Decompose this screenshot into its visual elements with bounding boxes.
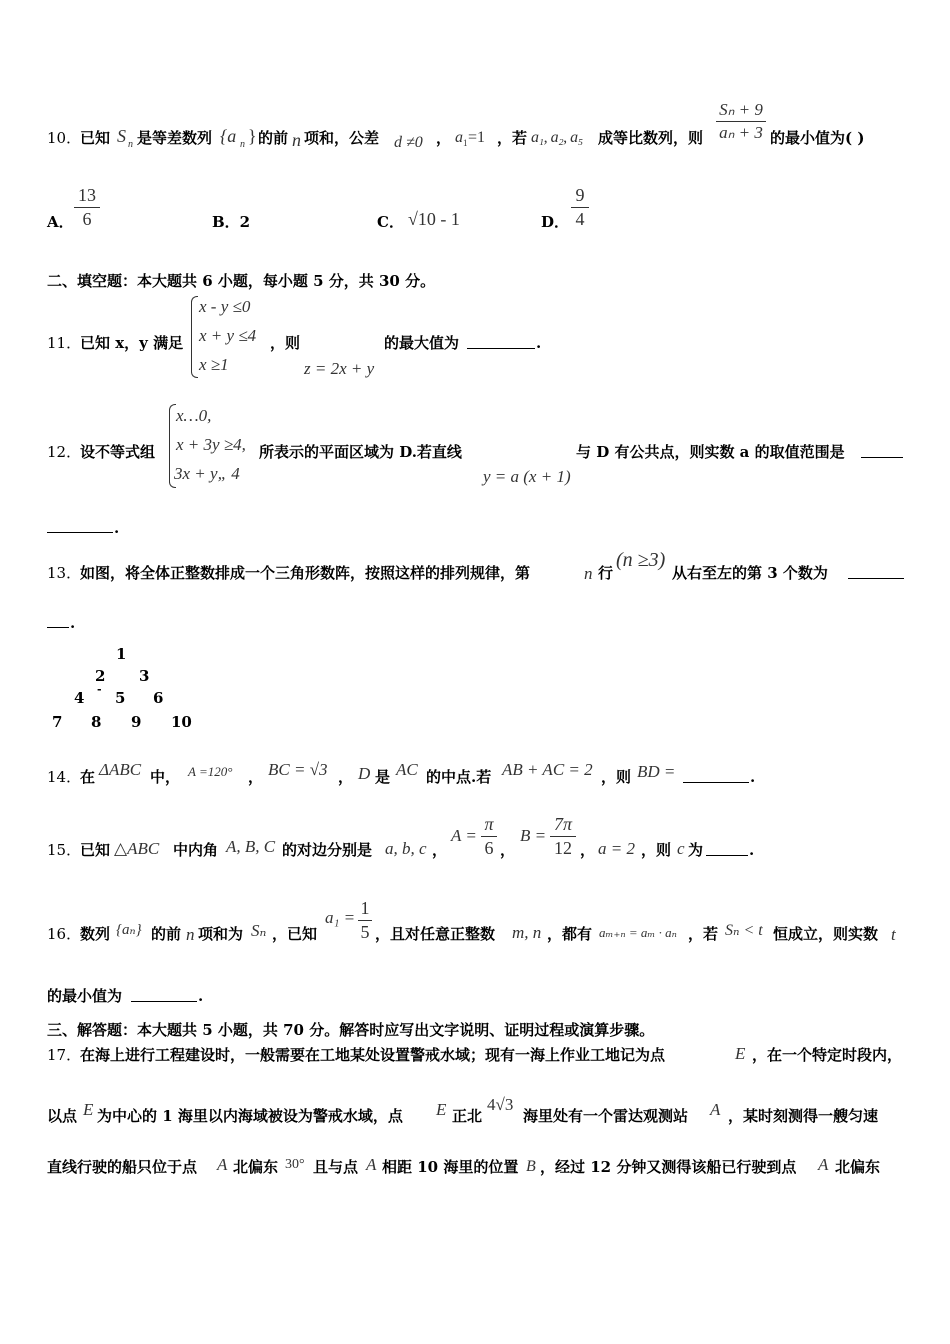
q16-text-9: 的最小值为: [47, 987, 123, 1005]
q10-text-4: 项和，公差: [304, 129, 380, 147]
q10-option-a-label: A．: [47, 213, 74, 231]
q16-text-1: 数列: [80, 925, 111, 943]
q12-end: .: [114, 519, 120, 537]
triangle-number: 8: [91, 713, 102, 731]
q15-end: .: [749, 841, 755, 859]
q10-frac-bar: [716, 121, 766, 122]
q14-text-4: ，: [338, 768, 354, 786]
q10-option-a-bar: [74, 207, 100, 208]
q10-an-set-close: }: [248, 126, 257, 146]
q16-relation: aₘ₊ₙ = aₘ · aₙ: [599, 925, 677, 940]
q10-option-c-value: √10 - 1: [408, 209, 460, 229]
triangle-number: 5: [115, 689, 126, 707]
q10-sn-sub: n: [128, 139, 133, 150]
q10-n: n: [292, 130, 301, 150]
q10-option-a-num: 13: [78, 185, 96, 205]
q11-brace: [191, 296, 198, 378]
q15-text-5: ，: [500, 841, 516, 859]
q15-a-den: 6: [484, 837, 494, 858]
q17-a-1: A: [710, 1100, 721, 1119]
q15-a-fraction: [481, 815, 497, 858]
q10-a1: a: [455, 129, 463, 146]
q16-text-6: ，都有: [547, 925, 593, 943]
q16-a1-lhs: a₁ =: [325, 908, 356, 927]
q11-text-3: 的最大值为: [384, 334, 460, 352]
q16-a1-bar: [358, 920, 372, 921]
q10-option-d-fraction: [571, 186, 589, 229]
q10-text-1: 已知: [80, 129, 111, 147]
q17-line2-a: 以点: [47, 1107, 78, 1125]
q16-text-4: ，已知: [272, 925, 318, 943]
q10-text-3: 的前: [258, 129, 289, 147]
q15-c: c: [677, 839, 685, 858]
q10-frac-num: Sₙ + 9: [719, 100, 763, 119]
triangle-dash: -: [97, 683, 102, 696]
q10-option-d-bar: [571, 207, 589, 208]
q15-a-lhs: A =: [451, 826, 477, 845]
q17-line3-a: 直线行驶的船只位于点: [47, 1158, 198, 1176]
q10-number: 10．: [47, 129, 82, 147]
q12-sys-2: x + 3y ≥4,: [176, 435, 246, 454]
q13-text-1: 如图，将全体正整数排成一个三角形数阵，按照这样的排列规律，第: [80, 564, 531, 582]
section-3-heading: 三、解答题：本大题共 5 小题，共 70 分。解答时应写出文字说明、证明过程或演算步骤。: [47, 1021, 655, 1039]
q13-answer-blank-1[interactable]: [848, 578, 904, 579]
q10-fraction: [716, 101, 766, 142]
q17-line1-a: 在海上进行工程建设时，一般需要在工地某处设置警戒水域；现有一海上作业工地记为点: [80, 1046, 666, 1064]
q15-a-eq: a = 2: [598, 839, 635, 858]
triangle-number: 1: [116, 645, 127, 663]
q15-b-den: 12: [554, 837, 572, 858]
q10-a1-eq: =1: [468, 129, 486, 146]
q10-text-7: 成等比数列，则: [598, 129, 704, 147]
q16-end: .: [198, 987, 204, 1005]
triangle-number: 4: [74, 689, 85, 707]
q10-sn: S: [117, 126, 126, 146]
q15-text-1: 已知: [80, 841, 111, 859]
q16-text-2: 的前: [151, 925, 182, 943]
q10-option-d-num: 9: [575, 185, 585, 205]
q10-frac-den: aₙ + 3: [719, 122, 763, 142]
q14-text-2: 中，: [150, 768, 181, 786]
q17-a-3: A: [366, 1155, 377, 1174]
q14-text-7: ，则: [601, 768, 632, 786]
q17-line3-f: 北偏东: [835, 1158, 881, 1176]
q10-an-set: {a: [220, 126, 237, 146]
q14-text-1: 在: [80, 768, 96, 786]
q14-answer-blank[interactable]: [683, 782, 749, 783]
q11-sys-2: x + y ≤4: [199, 326, 257, 345]
q16-mn: m, n: [512, 923, 542, 942]
triangle-number: 6: [153, 689, 164, 707]
q16-t: t: [891, 925, 896, 944]
triangle-number: 10: [171, 713, 192, 731]
q17-e-3: E: [436, 1100, 447, 1119]
q10-a1-sub: 1: [463, 138, 468, 148]
section-2-heading: 二、填空题：本大题共 6 小题，每小题 5 分，共 30 分。: [47, 272, 436, 290]
q14-text-5: 是: [375, 768, 391, 786]
q15-text-8: 为: [688, 841, 704, 859]
q15-answer-blank[interactable]: [706, 855, 748, 856]
q14-d: D: [358, 764, 371, 783]
q17-line3-b: 北偏东: [233, 1158, 279, 1176]
q12-text-1: 设不等式组: [80, 443, 156, 461]
q10-text-2: 是等差数列: [137, 129, 213, 147]
q15-a-num: π: [484, 814, 494, 834]
q15-b-fraction: [550, 815, 576, 858]
q12-text-3: 与 D 有公共点，则实数 a 的取值范围是: [576, 443, 845, 461]
q10-an-set-sub: n: [240, 139, 245, 150]
q17-line2-c: 正北: [452, 1107, 483, 1125]
q14-end: .: [750, 768, 756, 786]
q17-distance: 4√3: [487, 1095, 514, 1114]
q14-ac: AC: [396, 760, 418, 779]
q10-text-8: 的最小值为( ): [770, 129, 865, 147]
q17-degree: 30°: [285, 1157, 305, 1172]
q10-option-b: B．2: [212, 213, 251, 231]
q15-number: 15．: [47, 841, 82, 859]
q16-n: n: [186, 925, 195, 944]
q14-sum: AB + AC = 2: [502, 760, 593, 779]
q17-line3-d: 相距 10 海里的位置: [382, 1158, 519, 1176]
q11-text-2: ，则: [270, 334, 301, 352]
q11-expr: z = 2x + y: [304, 359, 375, 378]
q11-sys-3: x ≥1: [199, 355, 229, 374]
q16-ineq: Sₙ < t: [725, 922, 763, 939]
q13-cond: (n ≥3): [616, 549, 666, 571]
q12-text-2: 所表示的平面区域为 D.若直线: [259, 443, 462, 461]
q16-text-5: ，且对任意正整数: [375, 925, 496, 943]
q14-text-3: ，: [248, 768, 264, 786]
q17-line2-b: 为中心的 1 海里以内海域被设为警戒水域，点: [97, 1107, 403, 1125]
q15-triangle: △ABC: [114, 839, 160, 858]
q10-text-6: ，若: [497, 129, 528, 147]
q15-text-7: ，则: [641, 841, 672, 859]
q17-line3-c: 且与点: [313, 1158, 359, 1176]
q16-an: {aₙ}: [116, 922, 142, 938]
q10-d-cond: d ≠0: [394, 134, 423, 151]
q11-sys-1: x - y ≤0: [199, 297, 251, 316]
q11-end: .: [536, 334, 542, 352]
q17-e-2: E: [83, 1100, 94, 1119]
q15-text-2: 中内角: [173, 841, 219, 859]
q15-sides: a, b, c: [385, 839, 427, 858]
q12-answer-blank-1[interactable]: [861, 457, 903, 458]
q16-text-3: 项和为: [198, 925, 244, 943]
q17-e-1: E: [735, 1044, 746, 1063]
q15-text-4: ，: [432, 841, 448, 859]
q12-sys-3: 3x + y„ 4: [174, 464, 240, 483]
triangle-number: 2: [95, 667, 106, 685]
q14-bc: BC = √3: [268, 760, 328, 779]
q14-bd: BD =: [637, 762, 676, 781]
q15-a-bar: [481, 836, 497, 837]
q16-text-7: ，若: [688, 925, 719, 943]
q12-sys-1: x…0,: [176, 406, 212, 425]
q17-a-4: A: [818, 1155, 829, 1174]
q10-option-d-label: D．: [541, 213, 570, 231]
q12-line: y = a (x + 1): [483, 467, 571, 486]
q15-text-6: ，: [580, 841, 596, 859]
q16-answer-blank[interactable]: [131, 1001, 197, 1002]
q16-a1-fraction: [358, 899, 372, 942]
triangle-number: 7: [52, 713, 63, 731]
q12-answer-blank-2[interactable]: [47, 532, 113, 533]
q17-line2-d: 海里处有一个雷达观测站: [523, 1107, 689, 1125]
q13-number: 13．: [47, 564, 82, 582]
q15-b-bar: [550, 836, 576, 837]
q11-answer-blank[interactable]: [467, 348, 535, 349]
q15-b-lhs: B =: [520, 826, 547, 845]
q14-number: 14．: [47, 768, 82, 786]
q14-angle: A =120°: [188, 764, 233, 779]
q10-option-c-label: C．: [377, 213, 404, 231]
q17-number: 17．: [47, 1046, 82, 1064]
q14-text-6: 的中点.若: [426, 768, 492, 786]
q13-end: .: [70, 614, 76, 632]
q15-text-3: 的对边分别是: [282, 841, 373, 859]
q10-text-5: ，: [436, 129, 452, 147]
q11-number: 11．: [47, 334, 82, 352]
q16-text-8: 恒成立，则实数: [773, 925, 879, 943]
q10-option-a-den: 6: [82, 208, 92, 229]
q17-line1-b: ，在一个特定时段内，: [752, 1046, 903, 1064]
q14-triangle: ΔABC: [99, 760, 142, 779]
q16-a1-den: 5: [360, 921, 370, 942]
q10-option-d-den: 4: [575, 208, 585, 229]
q16-sn: Sₙ: [251, 921, 267, 940]
triangle-number: 3: [139, 667, 150, 685]
q16-a1-num: 1: [360, 898, 370, 918]
q10-option-a-fraction: [74, 186, 100, 229]
q13-text-3: 从右至左的第 3 个数为: [672, 564, 828, 582]
q15-b-num: 7π: [553, 814, 573, 834]
triangle-number: 9: [131, 713, 142, 731]
q16-number: 16．: [47, 925, 82, 943]
q13-text-2: 行: [598, 564, 614, 582]
q12-number: 12．: [47, 443, 82, 461]
q13-n: n: [584, 564, 593, 583]
q13-answer-blank-2[interactable]: [47, 627, 69, 628]
q11-text-1: 已知 x，y 满足: [80, 334, 184, 352]
q17-line2-e: ，某时刻测得一艘匀速: [728, 1107, 879, 1125]
q15-angles: A, B, C: [226, 837, 276, 856]
q17-a-2: A: [217, 1155, 228, 1174]
q17-b: B: [526, 1158, 536, 1175]
q10-terms: a₁, a₂, a₅: [531, 129, 583, 146]
q17-line3-e: ，经过 12 分钟又测得该船已行驶到点: [540, 1158, 797, 1176]
